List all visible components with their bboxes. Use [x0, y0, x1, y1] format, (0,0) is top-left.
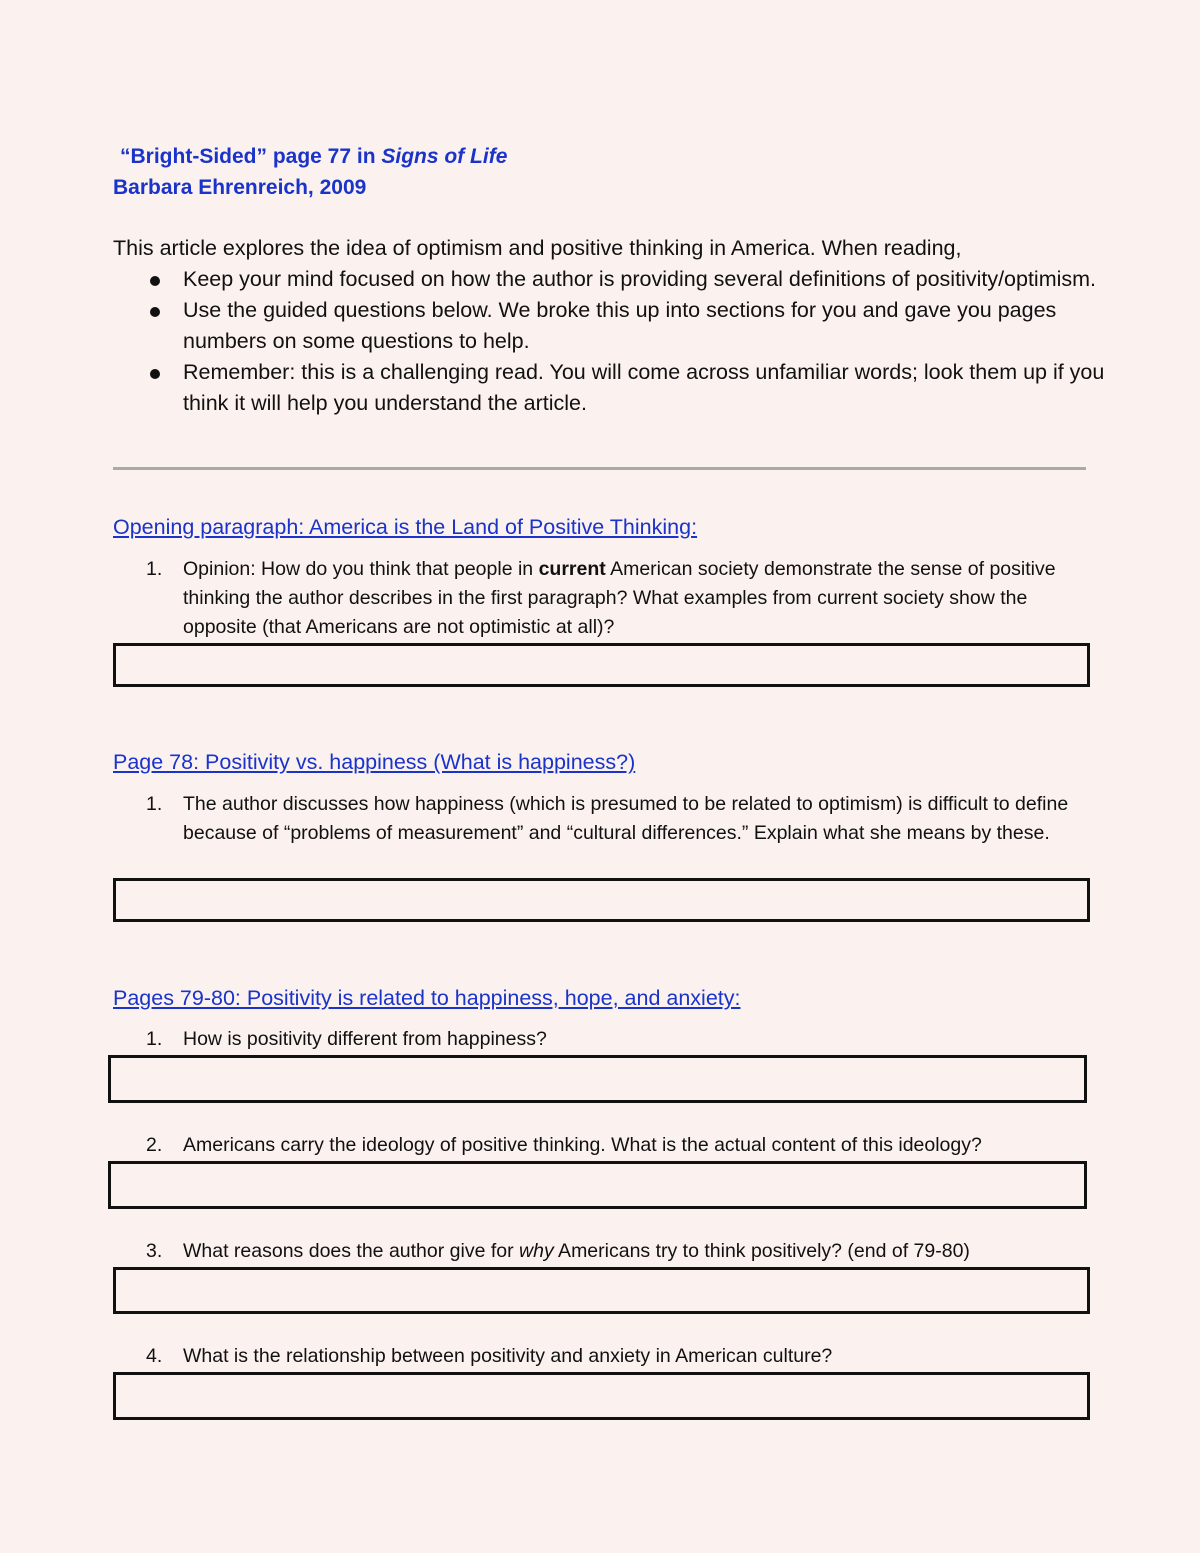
title-book: Signs of Life [381, 145, 508, 168]
question-pages79-1 [146, 1025, 1086, 1054]
list-item: Remember: this is a challenging read. You will come across unfamiliar words; look them up if you think it will help you understand the article. [150, 357, 1110, 419]
question-number: 1. [146, 793, 163, 815]
question-opening-1 [146, 555, 1086, 642]
question-text: How is positivity different from happiness? [183, 1028, 547, 1050]
answer-box-pages79-4[interactable] [113, 1372, 1090, 1420]
question-pages79-4 [146, 1342, 1086, 1371]
question-text: Americans carry the ideology of positive thinking. What is the actual content of this ideology? [183, 1134, 982, 1156]
question-number: 2. [146, 1134, 163, 1156]
answer-box-pages79-3[interactable] [113, 1267, 1090, 1314]
question-number: 1. [146, 1028, 163, 1050]
instruction-list [150, 264, 1110, 419]
question-pages79-2 [146, 1131, 1086, 1160]
question-text: What reasons does the author give for why Americans try to think positively? (end of 79-80) [183, 1240, 970, 1262]
title-article: “Bright-Sided” page 77 in [120, 145, 382, 168]
document-title [120, 142, 507, 172]
answer-box-pages79-1[interactable] [108, 1055, 1087, 1103]
section-heading-pages-79-80[interactable]: Pages 79-80: Positivity is related to happiness, hope, and anxiety: [113, 986, 741, 1010]
question-text: What is the relationship between positivity and anxiety in American culture? [183, 1345, 833, 1367]
author-line: Barbara Ehrenreich, 2009 [113, 176, 367, 199]
bullet-icon [150, 307, 160, 317]
divider [113, 467, 1086, 470]
question-number: 3. [146, 1240, 163, 1262]
question-pages79-3 [146, 1237, 1086, 1266]
question-page78-1 [146, 790, 1086, 848]
answer-box-opening-1[interactable] [113, 643, 1090, 687]
question-number: 4. [146, 1345, 163, 1367]
bullet-icon [150, 369, 160, 379]
section-heading-page-78[interactable]: Page 78: Positivity vs. happiness (What is happiness?) [113, 750, 636, 774]
answer-box-page78-1[interactable] [113, 878, 1090, 922]
section-heading-opening[interactable]: Opening paragraph: America is the Land of Positive Thinking: [113, 515, 698, 539]
question-text: Opinion: How do you think that people in current American society demonstrate the sense of positive thinking the author describes in the first paragraph? What examples from current society show the opposite (that Americans are not optimistic at all)? [183, 558, 1056, 638]
intro-text: This article explores the idea of optimism and positive thinking in America. When reading, [113, 236, 962, 260]
bullet-icon [150, 276, 160, 286]
question-number: 1. [146, 558, 163, 580]
list-item: Keep your mind focused on how the author is providing several definitions of positivity/optimism. [150, 264, 1110, 295]
answer-box-pages79-2[interactable] [108, 1161, 1087, 1209]
list-item: Use the guided questions below. We broke this up into sections for you and gave you pages numbers on some questions to help. [150, 295, 1110, 357]
question-text: The author discusses how happiness (which is presumed to be related to optimism) is difficult to define because of “problems of measurement” and “cultural differences.” Explain what she means by these. [183, 793, 1069, 844]
